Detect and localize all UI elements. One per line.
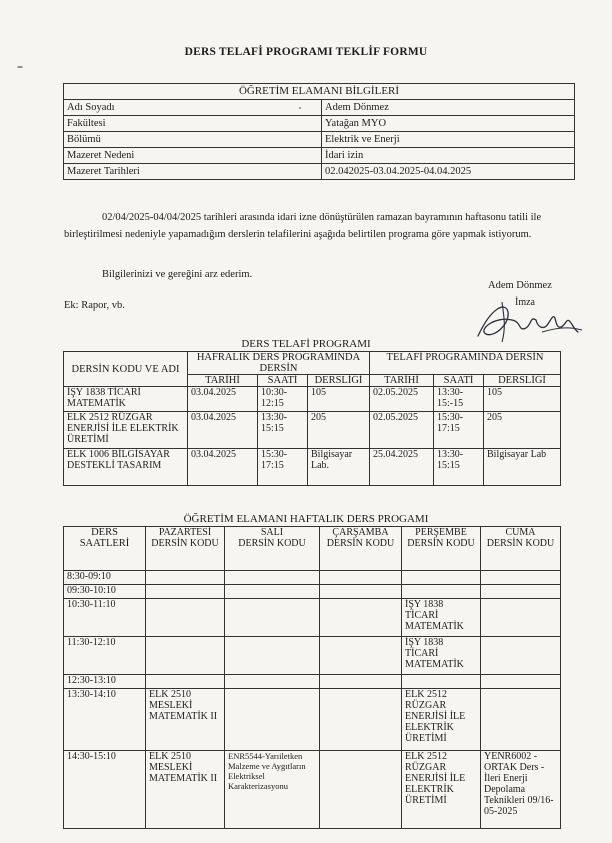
table-row (64, 599, 561, 637)
info-label: Fakültesi (64, 116, 322, 132)
table-row (64, 585, 561, 599)
slot-cell: ELK 2510 MESLEKİ MATEMATİK II (146, 689, 225, 751)
slot-cell (146, 675, 225, 689)
day-header (320, 527, 402, 571)
table-row (64, 148, 575, 164)
info-value: İdari izin (322, 148, 575, 164)
slot-cell (225, 585, 320, 599)
time-cell: 12:30-13:10 (64, 675, 146, 689)
makeup-time-cell: 15:30-17:15 (434, 412, 484, 449)
day-name: ÇARŞAMBA (332, 527, 389, 538)
sub-header: DERSLİĞİ (308, 375, 370, 387)
time-cell: 11:30-12:10 (64, 637, 146, 675)
slot-cell (481, 571, 561, 585)
slot-cell: ELK 2512 RÜZGAR ENERJİSİ İLE ELEKTRİK ÜRETİMİ (402, 689, 481, 751)
info-label: Bölümü (64, 132, 322, 148)
makeup-program-title: DERS TELAFİ PROGRAMI (241, 338, 371, 350)
table-row (64, 751, 561, 829)
day-sub: DERSİN KODU (407, 538, 475, 549)
slot-cell: ELK 2510 MESLEKİ MATEMATİK II (146, 751, 225, 829)
slot-cell (225, 637, 320, 675)
day-name: PERŞEMBE (415, 527, 467, 538)
day-header (225, 527, 320, 571)
slot-cell (481, 675, 561, 689)
slot-cell (402, 585, 481, 599)
slot-cell (225, 571, 320, 585)
day-header (402, 527, 481, 571)
makeup-group-header: TELAFİ PROGRAMINDA DERSİN (370, 352, 561, 375)
weekly-program-table (63, 526, 561, 829)
slot-cell: İŞY 1838 TİCARİ MATEMATİK (402, 599, 481, 637)
time-cell: 13:30-14:10 (64, 689, 146, 751)
table-row (64, 132, 575, 148)
makeup-date-cell: 25.04.2025 (370, 449, 434, 486)
attachment-note: Ek: Rapor, vb. (64, 300, 125, 311)
slot-cell (320, 599, 402, 637)
makeup-time-cell: 13:30-15:15 (434, 449, 484, 486)
weekly-room-cell: 205 (308, 412, 370, 449)
slot-cell (146, 599, 225, 637)
slot-cell (320, 637, 402, 675)
course-cell: İŞY 1838 TİCARİ MATEMATİK (64, 387, 188, 412)
table-row (64, 387, 561, 412)
scan-speck (17, 66, 23, 68)
day-sub: DERSİN KODU (238, 538, 306, 549)
weekly-date-cell: 03.04.2025 (188, 412, 258, 449)
slot-cell (481, 689, 561, 751)
course-cell: ELK 1006 BİLGİSAYAR DESTEKLİ TASARIM (64, 449, 188, 486)
slot-cell (320, 571, 402, 585)
weekly-room-cell: Bilgisayar Lab. (308, 449, 370, 486)
request-paragraph: 02/04/2025-04/04/2025 tarihleri arasında idari izne dönüştürülen ramazan bayramının haftasonu tatili ile birleştirilmesi nedeniyle yapamadığım derslerin telafilerini aşağıda belirtilen programa göre yapmak istiyorum. (64, 212, 542, 240)
slot-cell (481, 637, 561, 675)
slot-cell (146, 571, 225, 585)
weekly-program-title: ÖĞRETİM ELAMANI HAFTALIK DERS PROGAMI (183, 513, 429, 525)
info-value: 02.042025-03.04.2025-04.04.2025 (322, 164, 575, 180)
sub-header: TARİHİ (188, 375, 258, 387)
slot-cell: ELK 2512 RÜZGAR ENERJİSİ İLE ELEKTRİK ÜRETİMİ (402, 751, 481, 829)
staff-info-table (63, 83, 575, 180)
weekly-date-cell: 03.04.2025 (188, 449, 258, 486)
slot-cell: İŞY 1838 TİCARİ MATEMATİK (402, 637, 481, 675)
col-hours-header: DERS SAATLERİ (64, 527, 146, 571)
day-name: SALI (260, 527, 284, 538)
makeup-time-cell: 13:30-15:-15 (434, 387, 484, 412)
day-header (481, 527, 561, 571)
slot-cell (320, 585, 402, 599)
time-cell: 8:30-09:10 (64, 571, 146, 585)
sub-header: TARİHİ (370, 375, 434, 387)
makeup-room-cell: 105 (484, 387, 561, 412)
slot-cell (146, 585, 225, 599)
table-row (64, 164, 575, 180)
scan-speck (299, 107, 301, 109)
day-sub: DERSİN KODU (326, 538, 395, 549)
time-cell: 14:30-15:10 (64, 751, 146, 829)
slot-cell (225, 675, 320, 689)
weekly-time-cell: 15:30-17:15 (258, 449, 308, 486)
table-row (64, 637, 561, 675)
makeup-date-cell: 02.05.2025 (370, 387, 434, 412)
day-sub: DERSİN KODU (486, 538, 555, 549)
table-row (64, 116, 575, 132)
day-name: PAZARTESİ (158, 527, 212, 538)
table-row (64, 412, 561, 449)
day-header (146, 527, 225, 571)
staff-info-heading: ÖĞRETİM ELAMANI BİLGİLERİ (64, 84, 575, 100)
makeup-room-cell: 205 (484, 412, 561, 449)
slot-cell (225, 689, 320, 751)
signature-label: İmza (515, 297, 535, 308)
makeup-room-cell: Bilgisayar Lab (484, 449, 561, 486)
signer-name: Adem Dönmez (488, 280, 552, 291)
slot-cell (481, 585, 561, 599)
col-course-header: DERSİN KODU VE ADI (64, 352, 188, 387)
slot-cell (402, 675, 481, 689)
sub-header: SAATİ (258, 375, 308, 387)
weekly-date-cell: 03.04.2025 (188, 387, 258, 412)
table-row (64, 675, 561, 689)
table-row (64, 689, 561, 751)
time-cell: 10:30-11:10 (64, 599, 146, 637)
info-value: Adem Dönmez (322, 100, 575, 116)
table-row (64, 449, 561, 486)
slot-cell (146, 637, 225, 675)
info-label: Adı Soyadı (64, 100, 322, 116)
time-cell: 09:30-10:10 (64, 585, 146, 599)
slot-cell (320, 689, 402, 751)
slot-cell (320, 751, 402, 829)
makeup-date-cell: 02.05.2025 (370, 412, 434, 449)
weekly-time-cell: 10:30-12:15 (258, 387, 308, 412)
table-row (64, 100, 575, 116)
slot-cell: YENR6002 - ORTAK Ders - İleri Enerji Depolama Teknikleri 09/16-05-2025 (481, 751, 561, 829)
slot-cell (225, 599, 320, 637)
sub-header: DERSLİĞİ (484, 375, 561, 387)
slot-cell: ENR5544-Yarıiletken Malzeme ve Aygıtların Elektriksel Karakterizasyonu (225, 751, 320, 829)
slot-cell (481, 599, 561, 637)
course-cell: ELK 2512 RÜZGAR ENERJİSİ İLE ELEKTRİK ÜRETİMİ (64, 412, 188, 449)
day-name: CUMA (505, 527, 536, 538)
info-value: Yatağan MYO (322, 116, 575, 132)
info-label: Mazeret Tarihleri (64, 164, 322, 180)
makeup-program-table (63, 351, 561, 486)
closing-paragraph: Bilgilerinizi ve gereğini arz ederim. (102, 269, 253, 280)
slot-cell (320, 675, 402, 689)
table-row (64, 571, 561, 585)
sub-header: SAATİ (434, 375, 484, 387)
weekly-group-header: HAFRALIK DERS PROGRAMINDA DERSİN (188, 352, 370, 375)
day-sub: DERSİN KODU (151, 538, 219, 549)
info-value: Elektrik ve Enerji (322, 132, 575, 148)
slot-cell (402, 571, 481, 585)
weekly-room-cell: 105 (308, 387, 370, 412)
form-title: DERS TELAFİ PROGRAMI TEKLİF FORMU (184, 46, 428, 58)
info-label: Mazeret Nedeni (64, 148, 322, 164)
weekly-time-cell: 13:30-15:15 (258, 412, 308, 449)
